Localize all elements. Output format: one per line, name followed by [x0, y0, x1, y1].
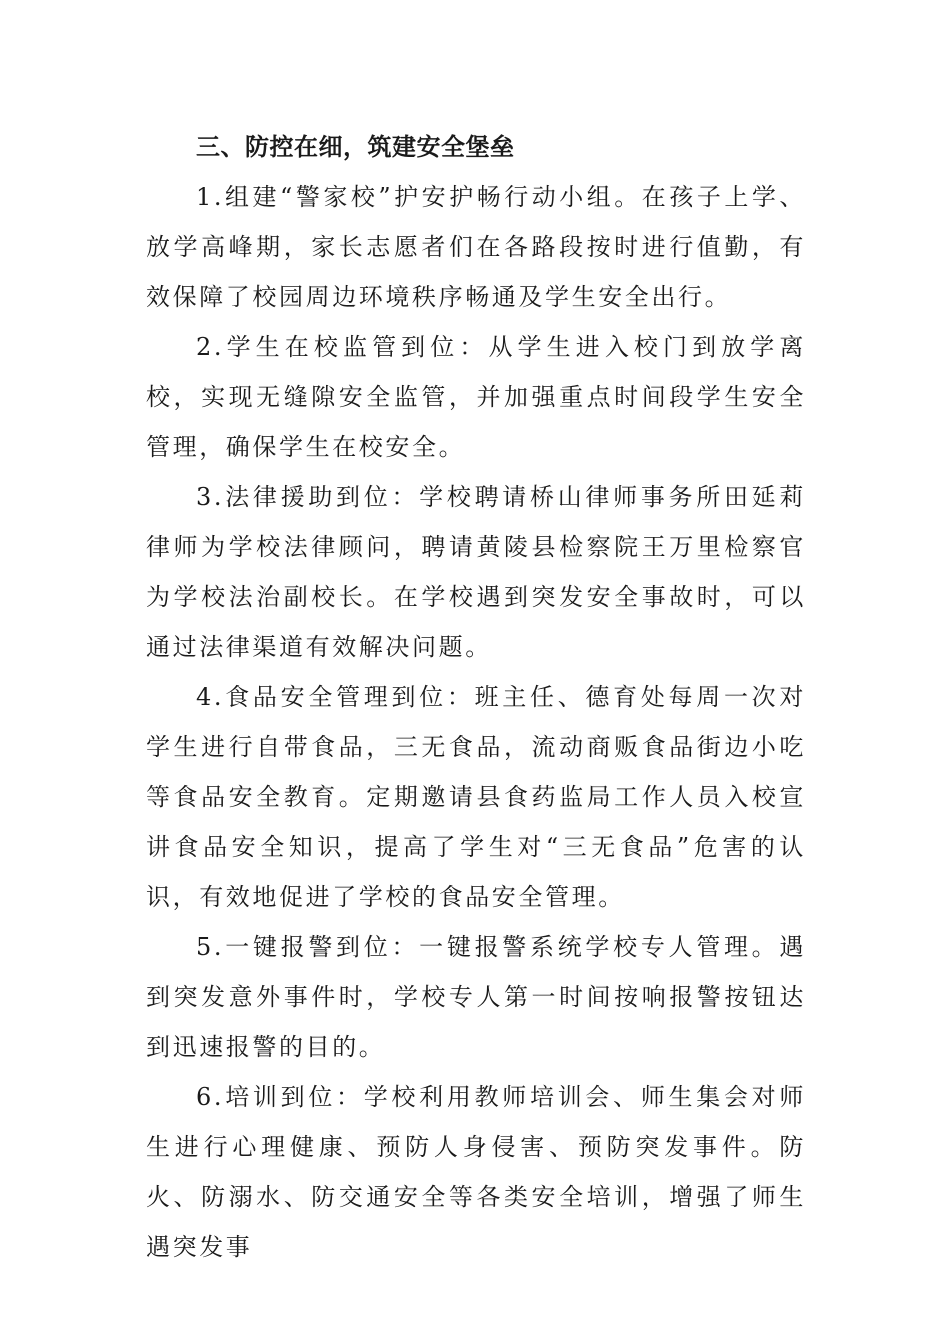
- paragraph-3: 3.法律援助到位：学校聘请桥山律师事务所田延莉律师为学校法律顾问，聘请黄陵县检察院王万里检察官为学校法治副校长。在学校遇到突发安全事故时，可以通过法律渠道有效解决问题。: [146, 483, 806, 661]
- paragraph-6: 6.培训到位：学校利用教师培训会、师生集会对师生进行心理健康、预防人身侵害、预防突发事件。防火、防溺水、防交通安全等各类安全培训，增强了师生遇突发事: [146, 1083, 806, 1261]
- document-page: [146, 122, 806, 1272]
- paragraph-5: 5.一键报警到位：一键报警系统学校专人管理。遇到突发意外事件时，学校专人第一时间按响报警按钮达到迅速报警的目的。: [146, 933, 806, 1061]
- section-heading: 三、防控在细，筑建安全堡垒: [196, 133, 515, 161]
- paragraph-1: 1.组建“警家校”护安护畅行动小组。在孩子上学、放学高峰期，家长志愿者们在各路段按时进行值勤，有效保障了校园周边环境秩序畅通及学生安全出行。: [146, 183, 806, 311]
- paragraph-2: 2.学生在校监管到位：从学生进入校门到放学离校，实现无缝隙安全监管，并加强重点时间段学生安全管理，确保学生在校安全。: [146, 333, 806, 461]
- paragraph-4: 4.食品安全管理到位：班主任、德育处每周一次对学生进行自带食品，三无食品，流动商贩食品街边小吃等食品安全教育。定期邀请县食药监局工作人员入校宣讲食品安全知识，提高了学生对“三无食品”危害的认识，有效地促进了学校的食品安全管理。: [146, 683, 806, 911]
